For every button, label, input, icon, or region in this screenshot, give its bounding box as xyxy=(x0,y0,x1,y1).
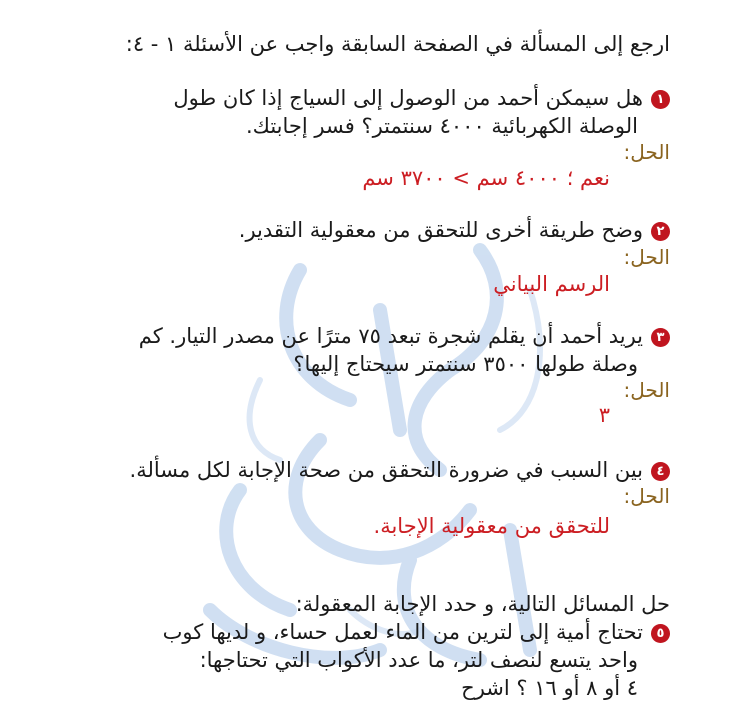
question-number-badge: ٣ xyxy=(651,328,670,347)
question-1-line-2: الوصلة الكهربائية ٤٠٠٠ سنتمتر؟ فسر إجابتك. xyxy=(245,114,638,138)
solution-label: الحل: xyxy=(623,245,670,269)
question-5-line-2: واحد يتسع لنصف لتر، ما عدد الأكواب التي تحتاجها: xyxy=(199,648,638,672)
solution-label: الحل: xyxy=(623,484,670,508)
solution-label: الحل: xyxy=(623,140,670,164)
answer-2: الرسم البياني xyxy=(493,272,610,296)
instructions-text: ارجع إلى المسألة في الصفحة السابقة واجب عن الأسئلة ١ - ٤: xyxy=(125,32,670,56)
question-number-badge: ٤ xyxy=(651,462,670,481)
question-text: بين السبب في ضرورة التحقق من صحة الإجابة لكل مسألة. xyxy=(129,458,643,482)
solution-label: الحل: xyxy=(623,378,670,402)
section-2-heading: حل المسائل التالية، و حدد الإجابة المعقولة: xyxy=(295,592,670,616)
question-5-line-3: ٤ أو ٨ أو ١٦ ؟ اشرح xyxy=(461,676,638,700)
question-3 xyxy=(139,322,670,350)
question-text: هل سيمكن أحمد من الوصول إلى السياج إذا كان طول xyxy=(173,86,643,110)
question-number-badge: ٢ xyxy=(651,222,670,241)
question-text: تحتاج أمية إلى لترين من الماء لعمل حساء، و لديها كوب xyxy=(162,620,643,644)
answer-4: للتحقق من معقولية الإجابة. xyxy=(373,514,610,538)
question-1 xyxy=(173,84,670,112)
question-5 xyxy=(163,618,670,646)
answer-3: ٣ xyxy=(598,403,610,427)
question-number-badge: ٥ xyxy=(651,624,670,643)
question-2 xyxy=(239,216,670,244)
question-text: وضح طريقة أخرى للتحقق من معقولية التقدير. xyxy=(238,218,643,242)
question-number-badge: ١ xyxy=(651,90,670,109)
question-text: يريد أحمد أن يقلم شجرة تبعد ٧٥ مترًا عن مصدر التيار. كم xyxy=(138,324,643,348)
question-3-line-2: وصلة طولها ٣٥٠٠ سنتمتر سيحتاج إليها؟ xyxy=(293,352,638,376)
question-4 xyxy=(130,456,670,484)
answer-1: نعم ؛ ٤٠٠٠ سم > ٣٧٠٠ سم xyxy=(362,166,610,190)
